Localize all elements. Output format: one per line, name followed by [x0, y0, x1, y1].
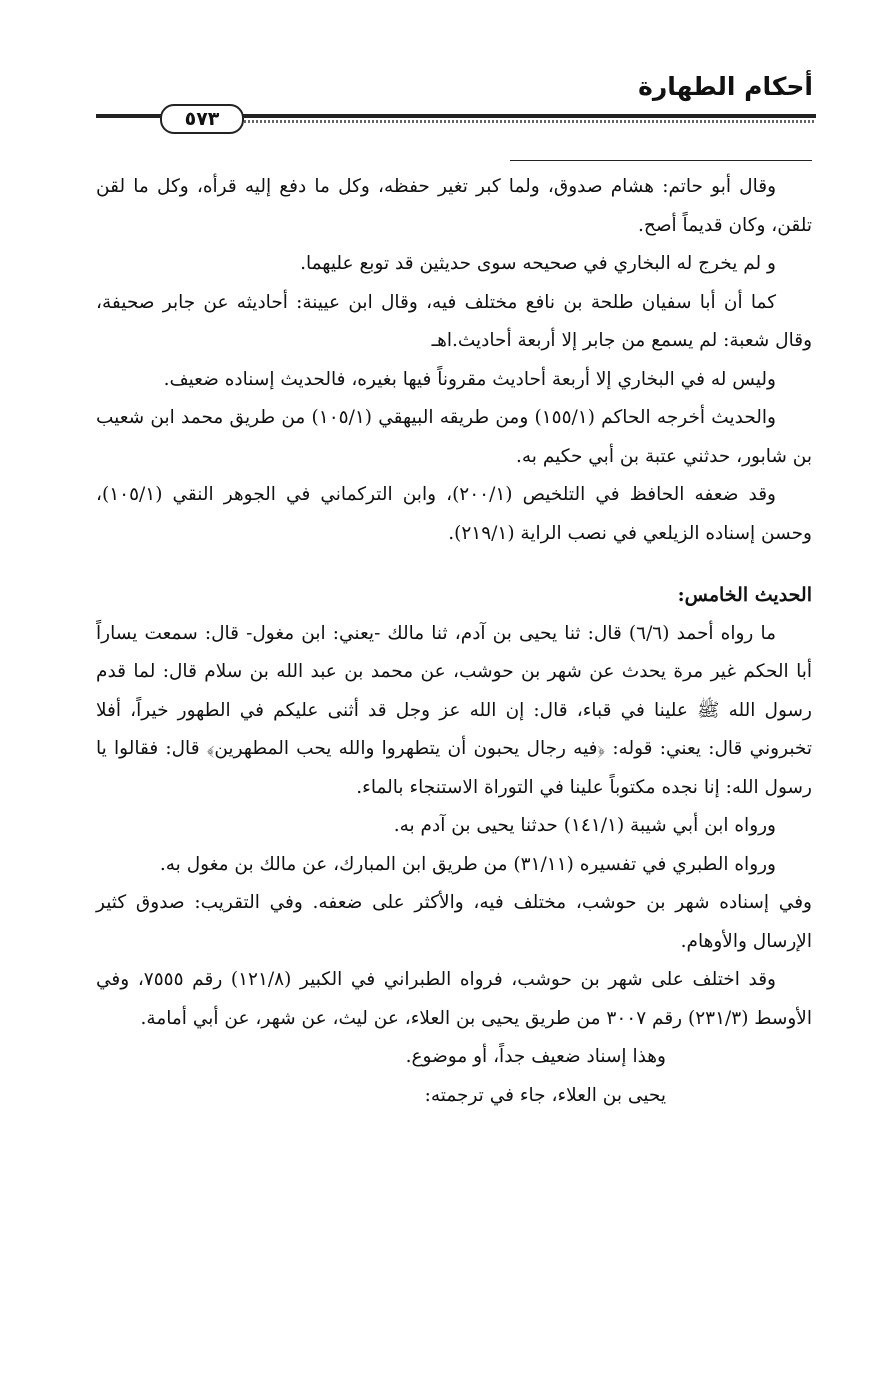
footnote-separator [510, 160, 812, 161]
header-dotted-rule [240, 120, 816, 123]
body-paragraph: وهذا إسناد ضعيف جداً، أو موضوع. [405, 1046, 666, 1067]
page-number: ٥٧٣ [160, 104, 244, 134]
footnote-paragraph: و لم يخرج له البخاري في صحيحه سوى حديثين قد توبع عليهما. [300, 253, 776, 274]
body-paragraph: يحيى بن العلاء، جاء في ترجمته: [424, 1084, 666, 1106]
header-title: أحكام الطهارة [638, 72, 813, 101]
footnote-paragraph: وقد ضعفه الحافظ في التلخيص (٢٠٠/١)، وابن التركماني في الجوهر النقي (١٠٥/١)، وحسن إسناده الزيلعي في نصب الراية (٢١٩/١). [96, 484, 812, 544]
body-paragraph: ما رواه أحمد (٦/٦) قال: ثنا يحيى بن آدم، ثنا مالك -يعني: ابن مغول- قال: سمعت يساراً أبا الحكم غير مرة يحدث عن شهر بن حوشب، عن محمد بن عبد الله بن سلام قال: لما قدم رسول الله ﷺ علينا في قباء، قال: إن الله عز وجل قد أثنى عليكم في الطهور خيراً، أفلا تخبروني قال: يعني: قوله: ﴿فيه رجال يحبون أن يتطهروا والله يحب المطهرين﴾ قال: فقالوا يا رسول الله: إنا نجده مكتوباً علينا في التوراة الاستنجاء بالماء. [96, 622, 812, 798]
section-heading: الحديث الخامس: [677, 584, 812, 606]
body-paragraph: وقد اختلف على شهر بن حوشب، فرواه الطبراني في الكبير (١٢١/٨) رقم ٧٥٥٥، وفي الأوسط (٢٣١/٣) رقم ٣٠٠٧ من طريق يحيى بن العلاء، عن ليث، عن شهر، عن أبي أمامة. [96, 969, 812, 1029]
page-body [96, 168, 812, 1115]
footnote-paragraph: كما أن أبا سفيان طلحة بن نافع مختلف فيه، وقال ابن عيينة: أحاديثه عن جابر صحيفة، وقال شعبة: لم يسمع من جابر إلا أربعة أحاديث.اهـ [96, 291, 812, 351]
body-paragraph: ورواه ابن أبي شيبة (١٤١/١) حدثنا يحيى بن آدم به. [393, 815, 776, 836]
body-paragraph: ورواه الطبري في تفسيره (٣١/١١) من طريق ابن المبارك، عن مالك بن مغول به. [159, 853, 776, 875]
footnote-paragraph: وقال أبو حاتم: هشام صدوق، ولما كبر تغير حفظه، وكل ما دفع إليه قرأه، وكل ما لقن تلقن، وكان قديماً أصح. [96, 176, 812, 236]
footnote-paragraph: وليس له في البخاري إلا أربعة أحاديث مقروناً فيها بغيره، فالحديث إسناده ضعيف. [163, 368, 776, 390]
footnote-paragraph: والحديث أخرجه الحاكم (١٥٥/١) ومن طريقه البيهقي (١٠٥/١) من طريق محمد ابن شعيب بن شابور، حدثني عتبة بن أبي حكيم به. [96, 407, 812, 467]
body-paragraph: وفي إسناده شهر بن حوشب، مختلف فيه، والأكثر على ضعفه. وفي التقريب: صدوق كثير الإرسال والأوهام. [96, 892, 812, 952]
